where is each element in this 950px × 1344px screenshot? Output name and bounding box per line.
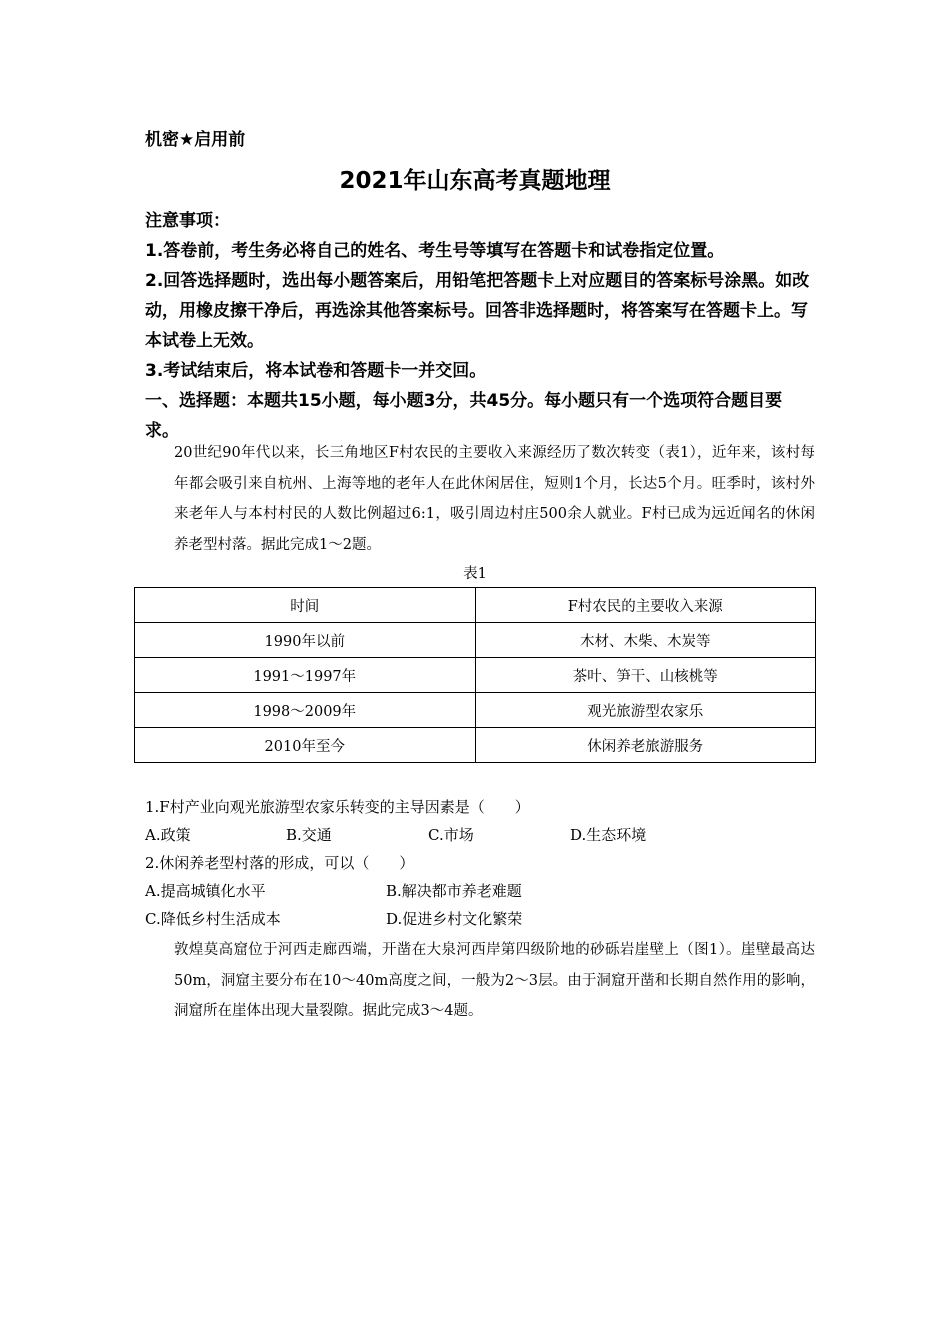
passage-1 xyxy=(145,438,815,560)
table-caption: 表1 xyxy=(463,566,487,582)
instruction-item: 3.考试结束后，将本试卷和答题卡一并交回。 xyxy=(145,361,487,381)
question-1-option-a: A.政策 xyxy=(145,826,191,844)
passage-2 xyxy=(145,935,815,1027)
question-2-option-d: D.促进乡村文化繁荣 xyxy=(386,910,523,928)
table-row xyxy=(135,728,816,763)
income-table xyxy=(134,587,816,763)
question-2-option-b: B.解决都市养老难题 xyxy=(386,882,522,900)
table-cell: 茶叶、笋干、山核桃等 xyxy=(475,658,816,693)
question-1-option-b: B.交通 xyxy=(286,826,332,844)
table-cell: 观光旅游型农家乐 xyxy=(475,693,816,728)
passage-1-text: 20世纪90年代以来，长三角地区F村农民的主要收入来源经历了数次转变（表1），近年来，该村每年都会吸引来自杭州、上海等地的老年人在此休闲居住，短则1个月，长达5个月。旺季时，该村外来老年人与本村村民的人数比例超过6:1，吸引周边村庄500余人就业。F村已成为远近闻名的休闲养老型村落。据此完成1～2题。 xyxy=(174,445,815,553)
instruction-item: 2.回答选择题时，选出每小题答案后，用铅笔把答题卡上对应题目的答案标号涂黑。如改动，用橡皮擦干净后，再选涂其他答案标号。回答非选择题时，将答案写在答题卡上。写本试卷上无效。 xyxy=(145,271,810,351)
table-cell: 1998～2009年 xyxy=(135,693,476,728)
passage-2-text: 敦煌莫高窟位于河西走廊西端，开凿在大泉河西岸第四级阶地的砂砾岩崖壁上（图1）。崖壁最高达50m，洞窟主要分布在10～40m高度之间，一般为2～3层。由于洞窟开凿和长期自然作用的影响，洞窟所在崖体出现大量裂隙。据此完成3～4题。 xyxy=(174,942,815,1019)
table-row xyxy=(135,658,816,693)
section-heading: 一、选择题：本题共15小题，每小题3分，共45分。每小题只有一个选项符合题目要求。 xyxy=(145,391,783,441)
question-1-stem: 1.F村产业向观光旅游型农家乐转变的主导因素是（ ） xyxy=(145,798,530,816)
table-header-cell: F村农民的主要收入来源 xyxy=(475,588,816,623)
question-1-option-d: D.生态环境 xyxy=(570,826,647,844)
question-1-option-c: C.市场 xyxy=(428,826,474,844)
table-cell: 1990年以前 xyxy=(135,623,476,658)
table-cell: 2010年至今 xyxy=(135,728,476,763)
table-row xyxy=(135,623,816,658)
page-title: 2021年山东高考真题地理 xyxy=(339,168,611,194)
question-2-option-c: C.降低乡村生活成本 xyxy=(145,910,281,928)
table-cell: 休闲养老旅游服务 xyxy=(475,728,816,763)
instructions-heading: 注意事项： xyxy=(145,211,230,231)
instructions xyxy=(145,206,815,446)
confidential-label: 机密★启用前 xyxy=(145,130,246,150)
table-cell: 木材、木柴、木炭等 xyxy=(475,623,816,658)
question-2-stem: 2.休闲养老型村落的形成，可以（ ） xyxy=(145,854,415,872)
table-header-row xyxy=(135,588,816,623)
question-2-option-a: A.提高城镇化水平 xyxy=(145,882,266,900)
instruction-item: 1.答卷前，考生务必将自己的姓名、考生号等填写在答题卡和试卷指定位置。 xyxy=(145,241,725,261)
table-header-cell: 时间 xyxy=(135,588,476,623)
table-cell: 1991～1997年 xyxy=(135,658,476,693)
table-row xyxy=(135,693,816,728)
